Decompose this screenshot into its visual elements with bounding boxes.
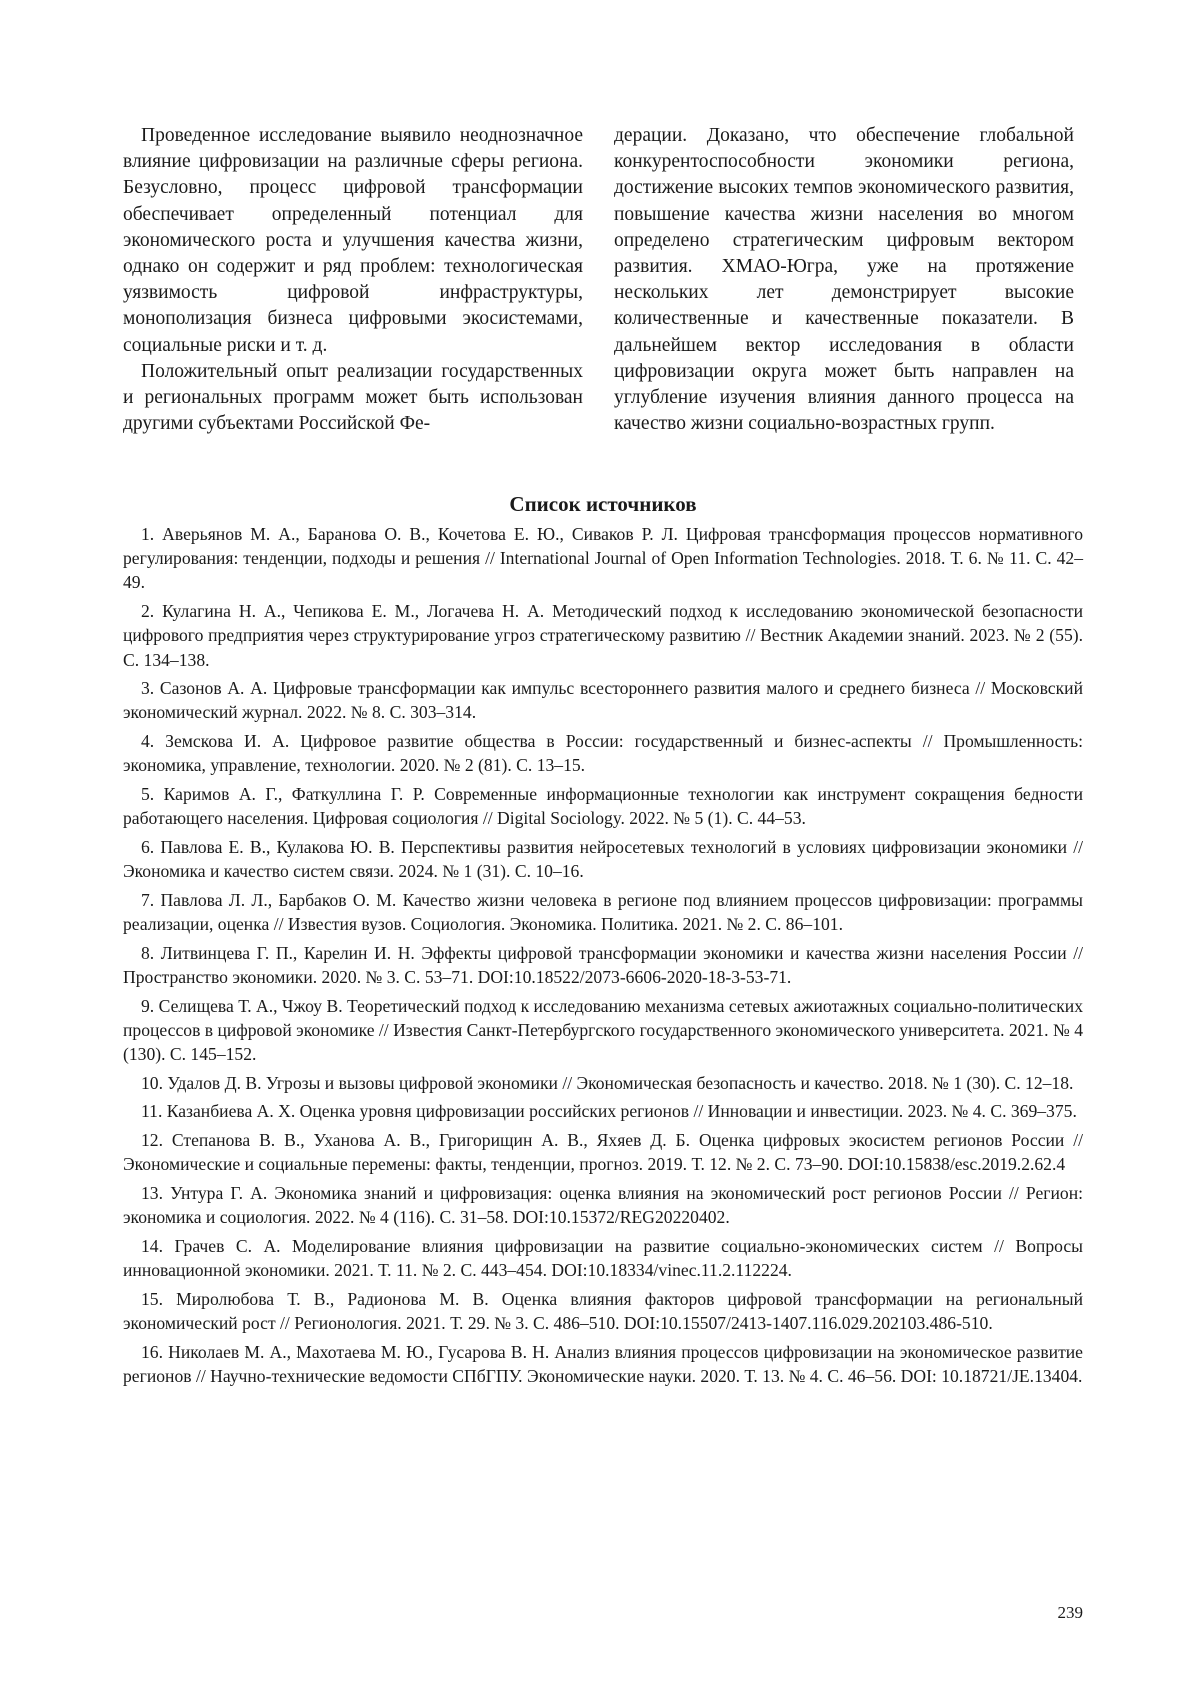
reference-item: 15. Миролюбова Т. В., Радионова М. В. Оценка влияния факторов цифровой трансформации на региональный экономический рост // Регионология. 2021. Т. 29. № 3. С. 486–510. DOI:10.15507/2413-1407.116.029.202103.486-510. [123, 1288, 1083, 1334]
conclusion-paragraph-2-continued: дерации. Доказано, что обеспечение глобальной конкурентоспособности экономики региона, достижение высоких темпов экономического развития, повышение качества жизни населения во многом определено стратегическим цифровым вектором развития. ХМАО-Югра, уже на протяжение нескольких лет демонстрирует высокие количественные и качественные показатели. В дальнейшем вектор исследования в области цифровизации округа может быть направлен на углубление изучения влияния данного процесса на качество жизни социально-возрастных групп. [614, 125, 1074, 435]
left-column [123, 123, 583, 437]
reference-item: 7. Павлова Л. Л., Барбаков О. М. Качество жизни человека в регионе под влиянием процессов цифровизации: программы реализации, оценка // Известия вузов. Социология. Экономика. Политика. 2021. № 2. С. 86–101. [123, 889, 1083, 935]
reference-item: 2. Кулагина Н. А., Чепикова Е. М., Логачева Н. А. Методический подход к исследованию экономической безопасности цифрового предприятия через структурирование угроз стратегическому развитию // Вестник Академии знаний. 2023. № 2 (55). С. 134–138. [123, 601, 1083, 670]
reference-item: 1. Аверьянов М. А., Баранова О. В., Кочетова Е. Ю., Сиваков Р. Л. Цифровая трансформация процессов нормативного регулирования: тенденции, подходы и решения // International Journal of Open Information Technologies. 2018. Т. 6. № 11. С. 42–49. [123, 524, 1083, 593]
references-title: Список источников [509, 492, 697, 516]
reference-item: 16. Николаев М. А., Махотаева М. Ю., Гусарова В. Н. Анализ влияния процессов цифровизации на экономическое развитие регионов // Научно-технические ведомости СПбГПУ. Экономические науки. 2020. Т. 13. № 4. С. 46–56. DOI: 10.18721/JE.13404. [123, 1341, 1083, 1386]
references-list [123, 522, 1083, 1393]
conclusion-paragraph-2: Положительный опыт реализации государственных и региональных программ может быть использован другими субъектами Российской Фе- [123, 360, 583, 435]
reference-item: 4. Земскова И. А. Цифровое развитие общества в России: государственный и бизнес-аспекты // Промышленность: экономика, управление, технологии. 2020. № 2 (81). С. 13–15. [123, 731, 1083, 776]
reference-item: 10. Удалов Д. В. Угрозы и вызовы цифровой экономики // Экономическая безопасность и качество. 2018. № 1 (30). С. 12–18. [141, 1072, 1074, 1093]
reference-item: 12. Степанова В. В., Уханова А. В., Григорищин А. В., Яхяев Д. Б. Оценка цифровых экосистем регионов России // Экономические и социальные перемены: факты, тенденции, прогноз. 2019. Т. 12. № 2. С. 73–90. DOI:10.15838/esc.2019.2.62.4 [123, 1130, 1083, 1175]
right-column [614, 123, 1074, 437]
reference-item: 9. Селищева Т. А., Чжоу В. Теоретический подход к исследованию механизма сетевых ажиотажных социально-политических процессов в цифровой экономике // Известия Санкт-Петербургского государственного экономического университета. 2021. № 4 (130). С. 145–152. [123, 995, 1083, 1065]
reference-item: 11. Казанбиева А. Х. Оценка уровня цифровизации российских регионов // Инновации и инвестиции. 2023. № 4. С. 369–375. [141, 1101, 1077, 1122]
reference-item: 8. Литвинцева Г. П., Карелин И. Н. Эффекты цифровой трансформации экономики и качества жизни населения России // Пространство экономики. 2020. № 3. С. 53–71. DOI:10.18522/2073-6606-2020-18-3-53-71. [123, 942, 1083, 987]
reference-item: 3. Сазонов А. А. Цифровые трансформации как импульс всестороннего развития малого и среднего бизнеса // Московский экономический журнал. 2022. № 8. С. 303–314. [123, 678, 1083, 723]
reference-item: 13. Унтура Г. А. Экономика знаний и цифровизация: оценка влияния на экономический рост регионов России // Регион: экономика и социология. 2022. № 4 (116). С. 31–58. DOI:10.15372/REG20220402. [123, 1183, 1083, 1228]
reference-item: 5. Каримов А. Г., Фаткуллина Г. Р. Современные информационные технологии как инструмент сокращения бедности работающего населения. Цифровая социология // Digital Sociology. 2022. № 5 (1). С. 44–53. [123, 784, 1083, 829]
page-number: 239 [1057, 1603, 1083, 1622]
reference-item: 6. Павлова Е. В., Кулакова Ю. В. Перспективы развития нейросетевых технологий в условиях цифровизации экономики // Экономика и качество систем связи. 2024. № 1 (31). С. 10–16. [123, 836, 1083, 882]
conclusion-paragraph-1: Проведенное исследование выявило неоднозначное влияние цифровизации на различные сферы региона. Безусловно, процесс цифровой трансформации обеспечивает определенный потенциал для экономического роста и улучшения качества жизни, однако он содержит и ряд проблем: технологическая уязвимость цифровой инфраструктуры, монополизация бизнеса цифровыми экосистемами, социальные риски и т. д. [123, 125, 583, 356]
reference-item: 14. Грачев С. А. Моделирование влияния цифровизации на развитие социально-экономических систем // Вопросы инновационной экономики. 2021. Т. 11. № 2. С. 443–454. DOI:10.18334/vinec.11.2.112224. [123, 1235, 1083, 1281]
